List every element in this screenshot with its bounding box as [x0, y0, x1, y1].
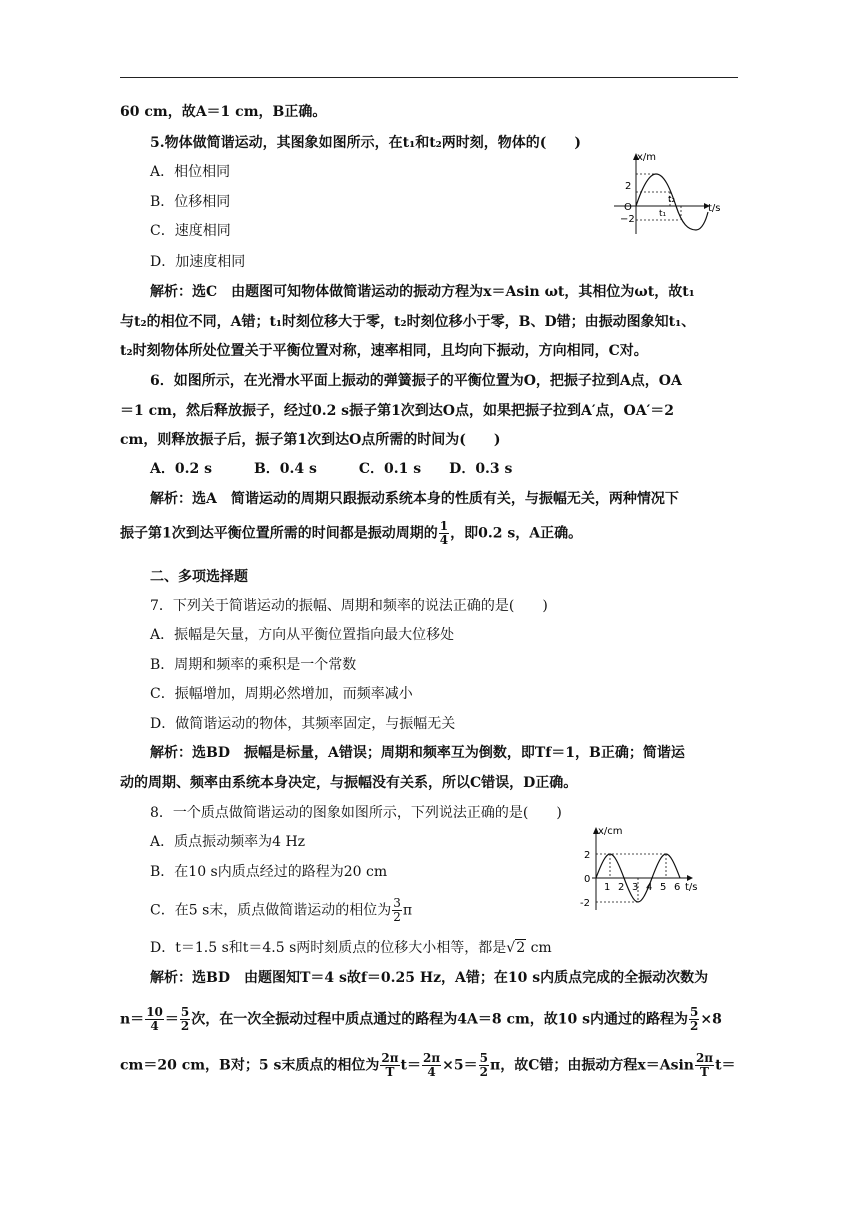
q5-analysis-2: 与t₂的相位不同，A错；t₁时刻位移大于零，t₂时刻位移小于零，B、D错；由振动图象知t₁、	[120, 314, 696, 330]
q5-tick-neg: −2	[620, 214, 635, 225]
header-rule	[120, 77, 738, 78]
q7-option-b: B．周期和频率的乘积是一个常数	[150, 657, 357, 673]
q5-analysis-3: t₂时刻物体所处位置关于平衡位置对称，速率相同，且均向下振动，方向相同，C对。	[120, 343, 648, 359]
q8-stem: 8．一个质点做简谐运动的图象如图所示，下列说法正确的是( )	[150, 805, 562, 821]
q7-option-c: C．振幅增加，周期必然增加，而频率减小	[150, 686, 413, 702]
q5-stem: 5.物体做简谐运动，其图象如图所示，在t₁和t₂两时刻，物体的( )	[150, 135, 582, 151]
q5-t1-label: t₁	[659, 209, 667, 219]
q8-analysis-1: 解析：选BD 由题图知T＝4 s故f＝0.25 Hz，A错；在10 s内质点完成的全振动次数为	[150, 970, 709, 986]
q8-vibration-graph	[568, 822, 708, 914]
q8-analysis-3: cm＝20 cm，B对；5 s末质点的相位为 $\frac{2\pi}{T}$ t＝ $\frac{2\pi}{4}$ ×5＝ $\frac{5}{2}$ π，故C错；由振动方程x＝Asin $\frac{2\pi}{T}$ t＝	[120, 1051, 736, 1079]
paragraph-line: 60 cm，故A＝1 cm，B正确。	[120, 104, 327, 120]
q6-options: A．0.2 s B．0.4 s C．0.1 s D．0.3 s	[150, 461, 513, 477]
q8-tick-3: 3	[632, 882, 639, 893]
q8-tick-4: 4	[646, 882, 653, 893]
q5-option-d: D．加速度相同	[150, 254, 246, 270]
q8-tick-zero: 0	[584, 874, 591, 885]
q5-option-a: A．相位相同	[150, 164, 231, 180]
q7-analysis-1: 解析：选BD 振幅是标量，A错误；周期和频率互为倒数，即Tf＝1，B正确；简谐运	[150, 745, 685, 761]
section-heading: 二、多项选择题	[150, 569, 248, 585]
q8-option-d: D．t＝1.5 s和t＝4.5 s两时刻质点的位移大小相等，都是√2 cm	[150, 940, 552, 956]
q8-tick-neg: -2	[580, 898, 590, 909]
q8-tick-pos: 2	[584, 850, 591, 861]
q8-y-label: x/cm	[598, 826, 623, 837]
q7-option-d: D．做简谐运动的物体，其频率固定，与振幅无关	[150, 716, 456, 732]
q6-analysis-1: 解析：选A 简谐运动的周期只跟振动系统本身的性质有关，与振幅无关，两种情况下	[150, 491, 679, 507]
q8-tick-6: 6	[674, 882, 681, 893]
q7-analysis-2: 动的周期、频率由系统本身决定，与振幅没有关系，所以C错误，D正确。	[120, 775, 578, 791]
q5-option-b: B．位移相同	[150, 194, 231, 210]
q6-stem-1: 6．如图所示，在光滑水平面上振动的弹簧振子的平衡位置为O，把振子拉到A点，OA	[150, 373, 682, 389]
q8-tick-1: 1	[604, 882, 611, 893]
q6-analysis-2: 振子第1次到达平衡位置所需的时间都是振动周期的 $\frac{1}{4}$ ，即0.2 s，A正确。	[120, 519, 583, 547]
q7-stem: 7．下列关于简谐运动的振幅、周期和频率的说法正确的是( )	[150, 598, 548, 614]
q8-tick-5: 5	[660, 882, 667, 893]
q6-stem-2: ＝1 cm，然后释放振子，经过0.2 s振子第1次到达O点，如果把振子拉到A′点，OA′＝2	[120, 403, 675, 419]
q5-option-c: C．速度相同	[150, 223, 231, 239]
q8-x-label: t/s	[685, 882, 698, 893]
q5-x-label: t/s	[708, 203, 721, 214]
q8-analysis-2: n＝ $\frac{10}{4}$ ＝ $\frac{5}{2}$ 次，在一次全振动过程中质点通过的路程为4A＝8 cm，故10 s内通过的路程为 $\frac{5}{2}$ ×8	[120, 1005, 722, 1033]
q8-option-a: A．质点振动频率为4 Hz	[150, 834, 306, 850]
q8-option-c: C．在5 s末，质点做简谐运动的相位为 $\frac{3}{2}$ π	[150, 896, 413, 924]
q5-origin-label: O	[624, 202, 632, 213]
q5-tick-pos: 2	[625, 181, 632, 192]
q8-option-b: B．在10 s内质点经过的路程为20 cm	[150, 864, 388, 880]
q5-y-label: x/m	[637, 152, 657, 163]
q5-vibration-graph	[608, 148, 728, 238]
q8-tick-2: 2	[618, 882, 625, 893]
q5-t2-label: t₂	[668, 195, 676, 205]
q6-stem-3: cm，则释放振子后，振子第1次到达O点所需的时间为( )	[120, 432, 501, 448]
q7-option-a: A．振幅是矢量，方向从平衡位置指向最大位移处	[150, 627, 455, 643]
q5-analysis-1: 解析：选C 由题图可知物体做简谐运动的振动方程为x＝Asin ωt，其相位为ωt，故t₁	[150, 284, 695, 300]
